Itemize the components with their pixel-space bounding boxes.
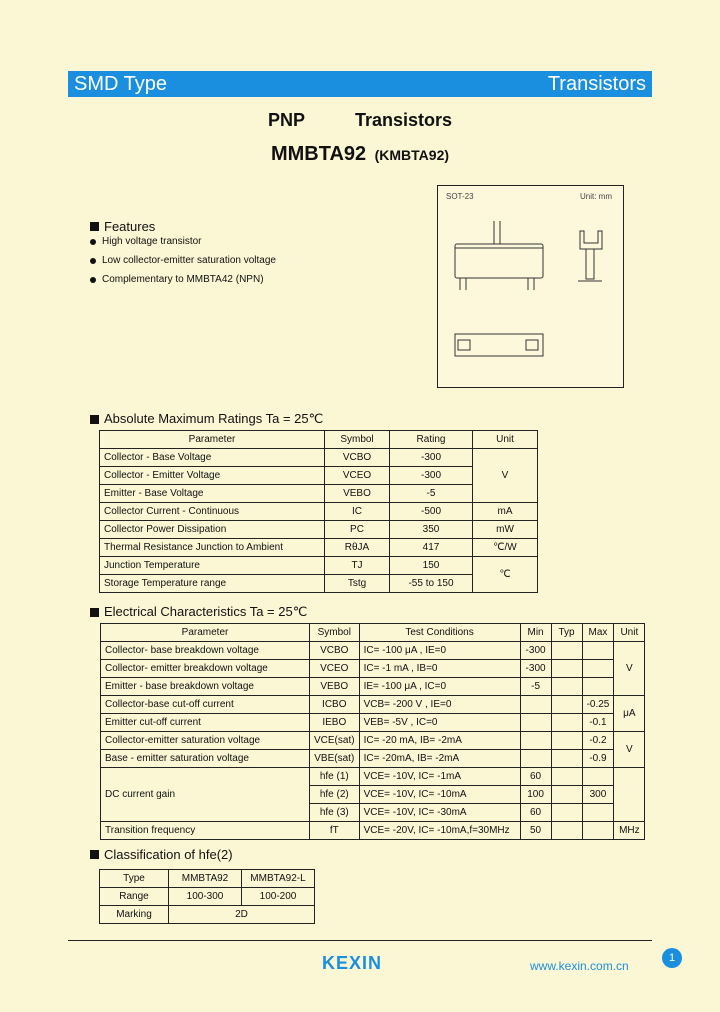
table-row bbox=[100, 467, 538, 485]
table-row bbox=[100, 906, 315, 924]
cell bbox=[614, 768, 645, 822]
title-line-1 bbox=[0, 110, 720, 131]
table-row bbox=[100, 503, 538, 521]
header-cell: Unit bbox=[614, 624, 645, 642]
abs-max-table bbox=[99, 430, 538, 593]
cell: VBE(sat) bbox=[310, 750, 360, 768]
cell: V bbox=[473, 449, 538, 503]
cell: PC bbox=[325, 521, 390, 539]
list-item: Complementary to MMBTA42 (NPN) bbox=[90, 274, 276, 285]
cell: mW bbox=[473, 521, 538, 539]
package-unit: Unit: mm bbox=[580, 192, 612, 201]
website-link[interactable]: www.kexin.com.cn bbox=[530, 959, 629, 973]
header-cell: Typ bbox=[551, 624, 582, 642]
bullet-dot-icon bbox=[90, 277, 96, 283]
classification-heading: Classification of hfe(2) bbox=[90, 847, 233, 862]
cell: mA bbox=[473, 503, 538, 521]
cell: Collector-emitter saturation voltage bbox=[101, 732, 310, 750]
cell: -0.2 bbox=[582, 732, 614, 750]
cell bbox=[582, 660, 614, 678]
cell: Type bbox=[100, 870, 169, 888]
cell bbox=[520, 714, 551, 732]
cell bbox=[582, 768, 614, 786]
cell: ℃/W bbox=[473, 539, 538, 557]
page-number-badge: 1 bbox=[662, 948, 682, 968]
cell: 60 bbox=[520, 768, 551, 786]
cell: VCE= -10V, IC= -1mA bbox=[359, 768, 520, 786]
abs-max-heading: Absolute Maximum Ratings Ta = 25℃ bbox=[90, 411, 323, 427]
title-line-2 bbox=[0, 143, 720, 166]
cell: VEBO bbox=[310, 678, 360, 696]
header-cell: Symbol bbox=[325, 431, 390, 449]
bullet-square-icon bbox=[90, 850, 99, 859]
cell: 350 bbox=[390, 521, 473, 539]
table-header-row bbox=[101, 624, 645, 642]
cell: Emitter - Base Voltage bbox=[100, 485, 325, 503]
cell: 100-200 bbox=[242, 888, 315, 906]
cell bbox=[582, 642, 614, 660]
cell: -300 bbox=[390, 467, 473, 485]
cell: IC= -20 mA, IB= -2mA bbox=[359, 732, 520, 750]
part-number: MMBTA92 bbox=[270, 143, 367, 165]
table-row bbox=[100, 521, 538, 539]
cell: -5 bbox=[390, 485, 473, 503]
list-item: High voltage transistor bbox=[90, 236, 276, 247]
cell: VEB= -5V , IC=0 bbox=[359, 714, 520, 732]
classification-table bbox=[99, 869, 315, 924]
bullet-dot-icon bbox=[90, 239, 96, 245]
cell: -5 bbox=[520, 678, 551, 696]
cell: -300 bbox=[520, 642, 551, 660]
cell: 50 bbox=[520, 822, 551, 840]
cell: VCEO bbox=[310, 660, 360, 678]
cell: MHz bbox=[614, 822, 645, 840]
cell: -500 bbox=[390, 503, 473, 521]
header-cell: Symbol bbox=[310, 624, 360, 642]
cell: 100 bbox=[520, 786, 551, 804]
cell bbox=[551, 822, 582, 840]
cell bbox=[520, 696, 551, 714]
cell: MMBTA92-L bbox=[242, 870, 315, 888]
cell: RθJA bbox=[325, 539, 390, 557]
cell: Thermal Resistance Junction to Ambient bbox=[100, 539, 325, 557]
cell: -55 to 150 bbox=[390, 575, 473, 593]
cell: 100-300 bbox=[169, 888, 242, 906]
cell bbox=[551, 696, 582, 714]
cell: 2D bbox=[169, 906, 315, 924]
cell: VCE= -10V, IC= -30mA bbox=[359, 804, 520, 822]
header-cell: Min bbox=[520, 624, 551, 642]
cell bbox=[520, 732, 551, 750]
table-row bbox=[100, 539, 538, 557]
cell: μA bbox=[614, 696, 645, 732]
table-row bbox=[101, 660, 645, 678]
header-cell: Parameter bbox=[101, 624, 310, 642]
cell: MMBTA92 bbox=[169, 870, 242, 888]
elec-heading: Electrical Characteristics Ta = 25℃ bbox=[90, 604, 307, 620]
cell bbox=[582, 804, 614, 822]
cell: Tstg bbox=[325, 575, 390, 593]
table-row bbox=[101, 822, 645, 840]
table-row bbox=[101, 714, 645, 732]
cell: DC current gain bbox=[101, 768, 310, 822]
cell bbox=[551, 642, 582, 660]
header-cell: Unit bbox=[473, 431, 538, 449]
header-cell: Test Conditions bbox=[359, 624, 520, 642]
table-row bbox=[101, 642, 645, 660]
cell: hfe (2) bbox=[310, 786, 360, 804]
cell: VCB= -200 V , IE=0 bbox=[359, 696, 520, 714]
cell: VCE= -10V, IC= -10mA bbox=[359, 786, 520, 804]
cell: IC= -1 mA , IB=0 bbox=[359, 660, 520, 678]
cell bbox=[520, 750, 551, 768]
cell: 60 bbox=[520, 804, 551, 822]
cell: Emitter - base breakdown voltage bbox=[101, 678, 310, 696]
header-cell: Parameter bbox=[100, 431, 325, 449]
category-label: Transistors bbox=[354, 110, 453, 130]
cell bbox=[551, 714, 582, 732]
cell: 300 bbox=[582, 786, 614, 804]
cell bbox=[551, 750, 582, 768]
cell: -300 bbox=[390, 449, 473, 467]
cell: IEBO bbox=[310, 714, 360, 732]
cell: Collector- base breakdown voltage bbox=[101, 642, 310, 660]
cell: ICBO bbox=[310, 696, 360, 714]
package-outline-icon bbox=[438, 186, 623, 386]
header-cell: Max bbox=[582, 624, 614, 642]
cell: IC= -100 μA , IE=0 bbox=[359, 642, 520, 660]
cell: -0.25 bbox=[582, 696, 614, 714]
cell: 150 bbox=[390, 557, 473, 575]
bullet-dot-icon bbox=[90, 258, 96, 264]
package-name: SOT-23 bbox=[446, 192, 474, 201]
cell: Collector-base cut-off current bbox=[101, 696, 310, 714]
header-cell: Rating bbox=[390, 431, 473, 449]
table-row bbox=[100, 575, 538, 593]
cell: V bbox=[614, 642, 645, 696]
cell: -0.1 bbox=[582, 714, 614, 732]
cell: hfe (3) bbox=[310, 804, 360, 822]
table-row bbox=[101, 678, 645, 696]
polarity-label: PNP bbox=[267, 110, 305, 130]
cell: Emitter cut-off current bbox=[101, 714, 310, 732]
cell: V bbox=[614, 732, 645, 768]
table-row bbox=[101, 768, 645, 786]
cell: Range bbox=[100, 888, 169, 906]
cell: Collector Power Dissipation bbox=[100, 521, 325, 539]
cell: IC= -20mA, IB= -2mA bbox=[359, 750, 520, 768]
table-row bbox=[101, 750, 645, 768]
table-row bbox=[100, 870, 315, 888]
cell: Base - emitter saturation voltage bbox=[101, 750, 310, 768]
cell: TJ bbox=[325, 557, 390, 575]
cell: IE= -100 μA , IC=0 bbox=[359, 678, 520, 696]
table-row bbox=[101, 732, 645, 750]
cell bbox=[551, 678, 582, 696]
banner-right-text: Transistors bbox=[547, 72, 646, 95]
cell: IC bbox=[325, 503, 390, 521]
cell: Marking bbox=[100, 906, 169, 924]
cell: VCE(sat) bbox=[310, 732, 360, 750]
table-row bbox=[101, 696, 645, 714]
table-row bbox=[100, 449, 538, 467]
cell: hfe (1) bbox=[310, 768, 360, 786]
cell: 417 bbox=[390, 539, 473, 557]
footer-divider bbox=[68, 940, 652, 941]
cell: -300 bbox=[520, 660, 551, 678]
cell: Junction Temperature bbox=[100, 557, 325, 575]
table-header-row bbox=[100, 431, 538, 449]
features-list bbox=[90, 236, 276, 293]
cell: Transition frequency bbox=[101, 822, 310, 840]
cell: VCBO bbox=[310, 642, 360, 660]
cell: Collector Current - Continuous bbox=[100, 503, 325, 521]
cell bbox=[551, 804, 582, 822]
list-item: Low collector-emitter saturation voltage bbox=[90, 255, 276, 266]
cell bbox=[582, 678, 614, 696]
cell bbox=[551, 768, 582, 786]
cell: Collector- emitter breakdown voltage bbox=[101, 660, 310, 678]
cell: VCE= -20V, IC= -10mA,f=30MHz bbox=[359, 822, 520, 840]
cell: VEBO bbox=[325, 485, 390, 503]
table-row bbox=[100, 557, 538, 575]
cell: Collector - Emitter Voltage bbox=[100, 467, 325, 485]
bullet-square-icon bbox=[90, 608, 99, 617]
cell bbox=[551, 732, 582, 750]
features-heading: Features bbox=[90, 219, 155, 234]
table-row bbox=[100, 485, 538, 503]
elec-table bbox=[100, 623, 645, 840]
cell bbox=[582, 822, 614, 840]
bullet-square-icon bbox=[90, 415, 99, 424]
cell: -0.9 bbox=[582, 750, 614, 768]
alt-part-number: (KMBTA92) bbox=[374, 147, 450, 163]
header-banner bbox=[68, 71, 652, 97]
cell: ℃ bbox=[473, 557, 538, 593]
cell: fT bbox=[310, 822, 360, 840]
kexin-logo: KEXIN bbox=[322, 953, 383, 973]
cell bbox=[551, 786, 582, 804]
cell: VCEO bbox=[325, 467, 390, 485]
cell: Storage Temperature range bbox=[100, 575, 325, 593]
cell: VCBO bbox=[325, 449, 390, 467]
cell bbox=[551, 660, 582, 678]
table-row bbox=[100, 888, 315, 906]
bullet-square-icon bbox=[90, 222, 99, 231]
cell: Collector - Base Voltage bbox=[100, 449, 325, 467]
package-drawing bbox=[437, 185, 624, 388]
banner-left-text: SMD Type bbox=[74, 72, 167, 95]
